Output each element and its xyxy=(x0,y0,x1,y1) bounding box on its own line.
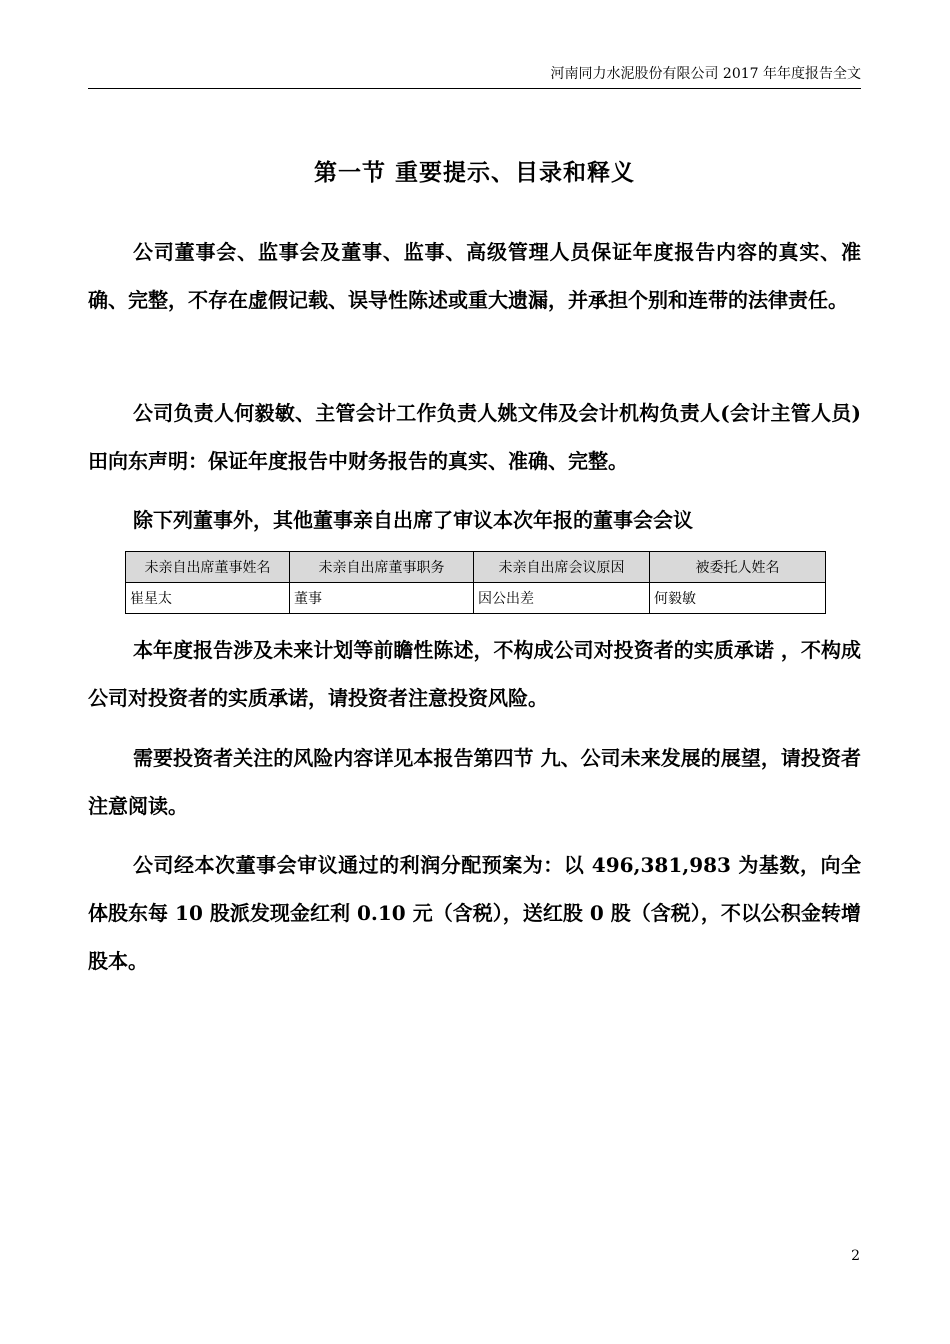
attendance-note: 除下列董事外，其他董事亲自出席了审议本次年报的董事会会议 xyxy=(133,508,693,532)
section-title: 第一节 重要提示、目录和释义 xyxy=(313,159,635,186)
cell-absence-reason: 因公出差 xyxy=(474,583,650,614)
table-row xyxy=(126,583,826,614)
responsibility-statement: 公司董事会、监事会及董事、监事、高级管理人员保证年度报告内容的真实、准确、完整，不存在虚假记载、误导性陈述或重大遗漏，并承担个别和连带的法律责任。 xyxy=(88,240,861,312)
forward-looking-statement: 本年度报告涉及未来计划等前瞻性陈述，不构成公司对投资者的实质承诺 ，不构成公司对投资者的实质承诺，请投资者注意投资风险。 xyxy=(88,638,861,710)
header-proxy-name: 被委托人姓名 xyxy=(650,552,826,583)
cell-director-name: 崔星太 xyxy=(126,583,290,614)
table-header-row xyxy=(126,552,826,583)
page-number: 2 xyxy=(851,1248,860,1264)
profit-distribution-plan: 公司经本次董事会审议通过的利润分配预案为：以 496,381,983 为基数，向全体股东每 10 股派发现金红利 0.10 元（含税），送红股 0 股（含税），不以公积金转增股本。 xyxy=(88,853,861,973)
risk-reference: 需要投资者关注的风险内容详见本报告第四节 九、公司未来发展的展望，请投资者注意阅读。 xyxy=(88,746,861,818)
running-header-title: 河南同力水泥股份有限公司 2017 年年度报告全文 xyxy=(550,66,861,82)
header-absence-reason: 未亲自出席会议原因 xyxy=(474,552,650,583)
absent-directors-table xyxy=(125,551,826,614)
cell-proxy-name: 何毅敏 xyxy=(650,583,826,614)
running-header xyxy=(88,60,861,89)
cell-director-position: 董事 xyxy=(290,583,474,614)
header-absent-director-name: 未亲自出席董事姓名 xyxy=(126,552,290,583)
header-absent-director-position: 未亲自出席董事职务 xyxy=(290,552,474,583)
financial-declaration: 公司负责人何毅敏、主管会计工作负责人姚文伟及会计机构负责人(会计主管人员)田向东声明：保证年度报告中财务报告的真实、准确、完整。 xyxy=(88,401,861,473)
